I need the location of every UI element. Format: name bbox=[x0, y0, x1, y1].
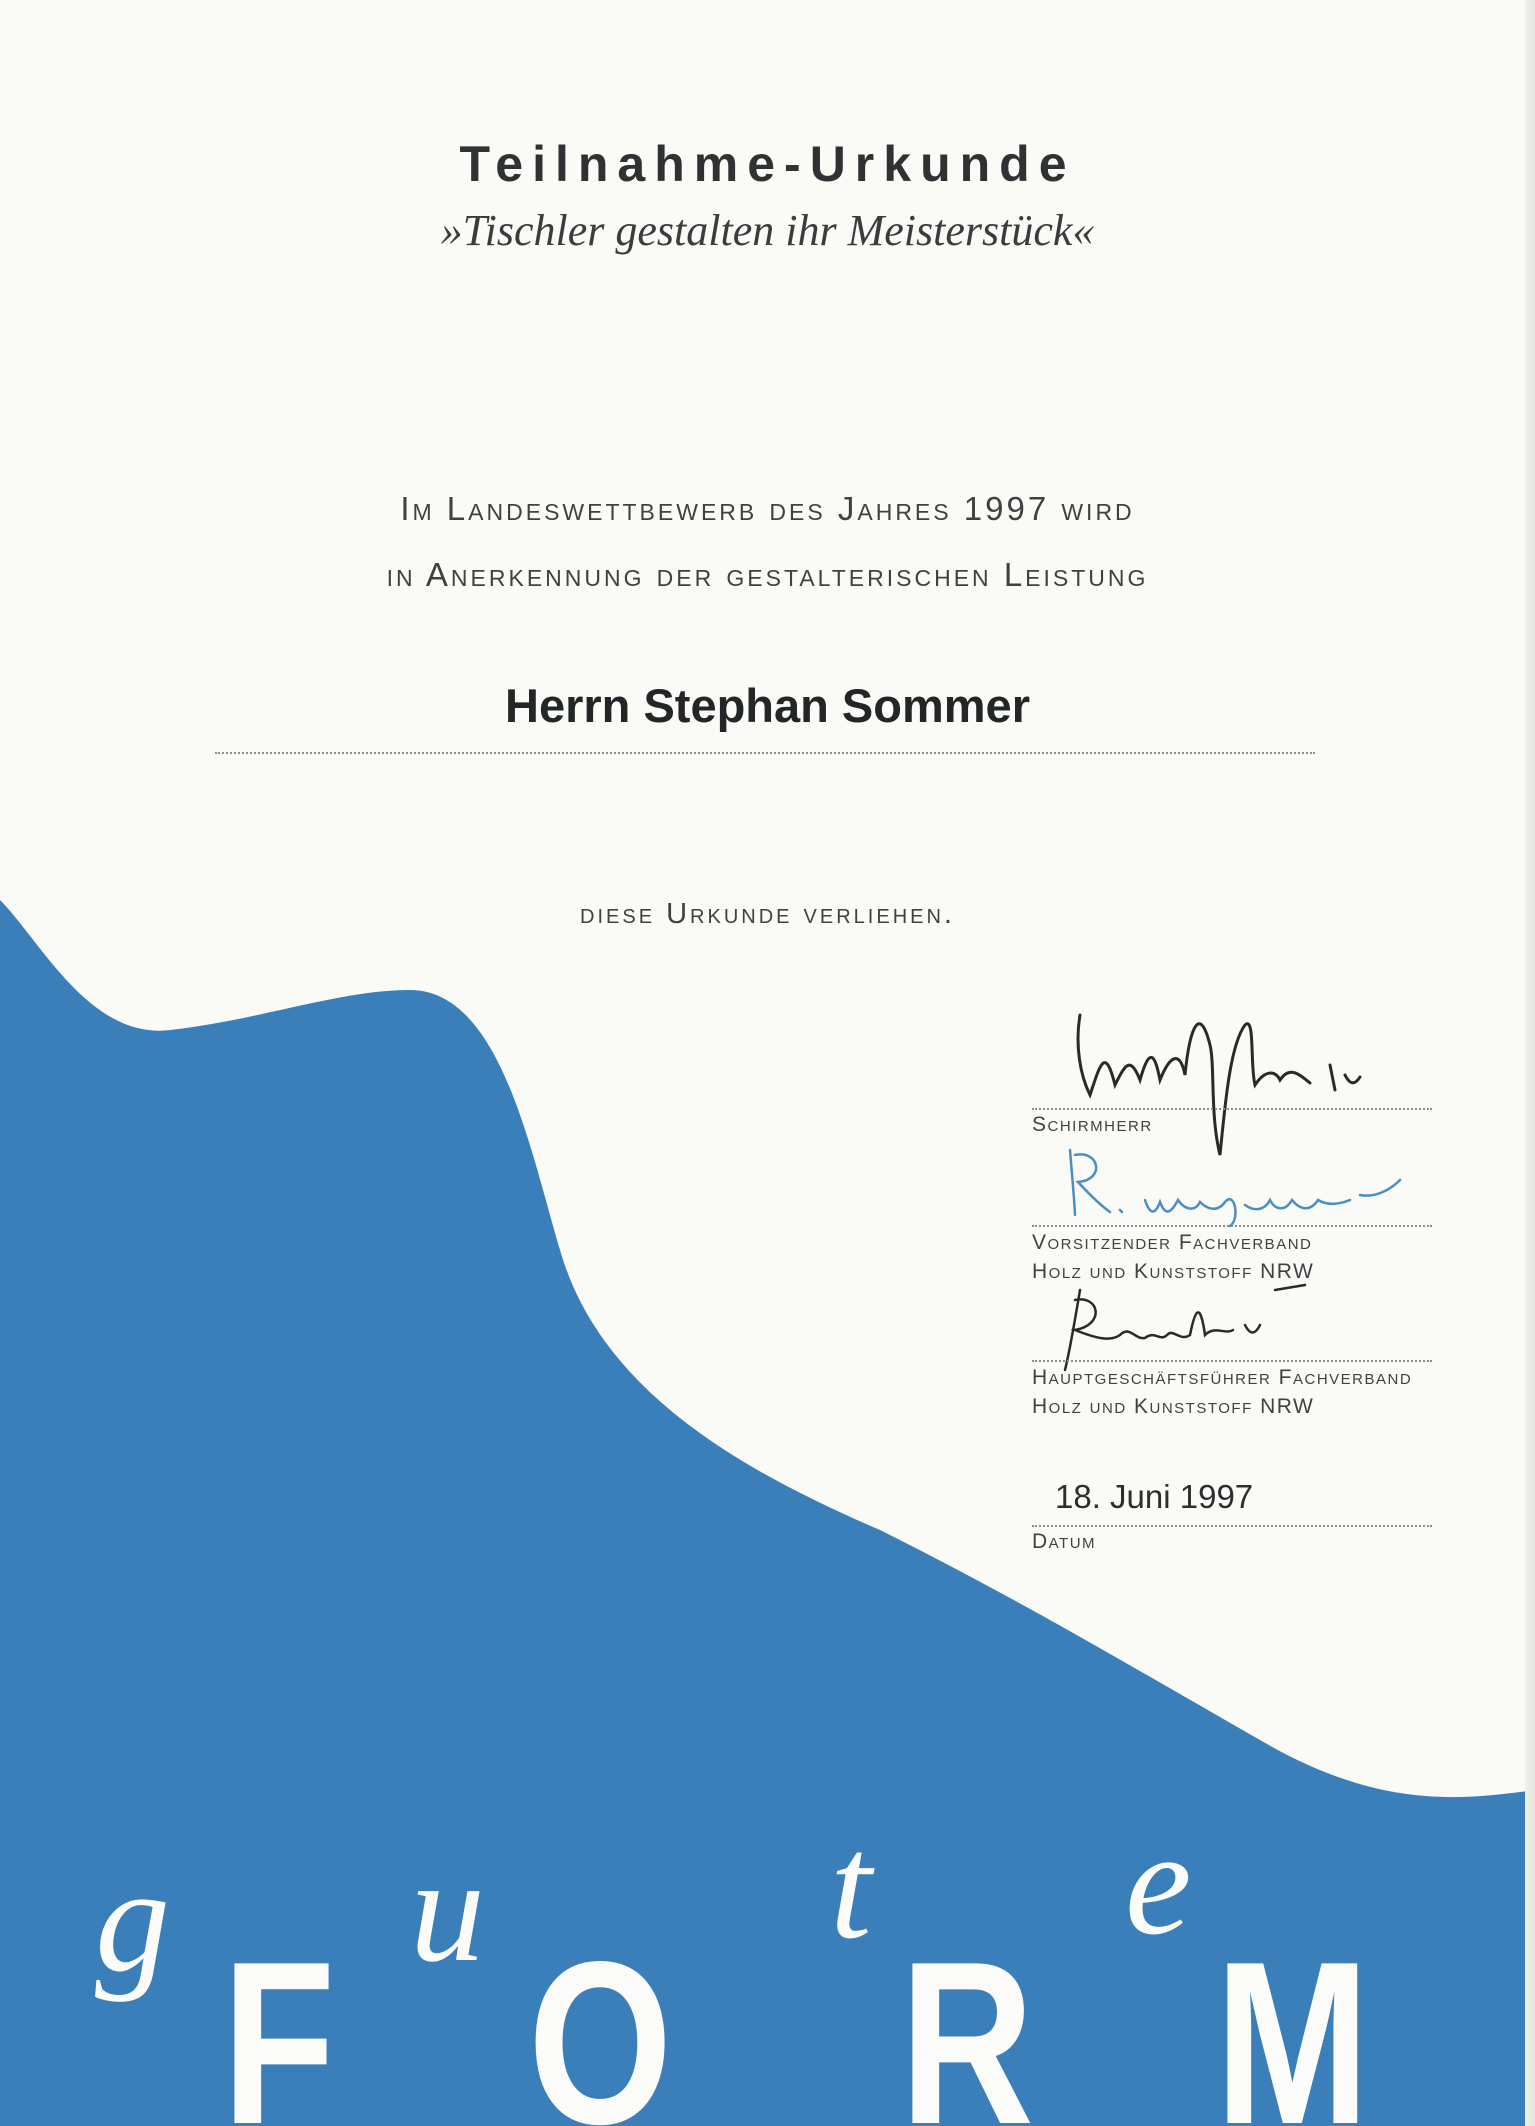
signature-2 bbox=[1060, 1140, 1440, 1230]
signature-3-role-line2: Holz und Kunststoff NRW bbox=[1032, 1395, 1315, 1418]
date-label: Datum bbox=[1032, 1530, 1097, 1553]
certificate-subtitle: »Tischler gestalten ihr Meisterstück« bbox=[440, 206, 1095, 255]
closing-line: diese Urkunde verliehen. bbox=[580, 898, 955, 930]
logo-letter-R: R bbox=[900, 1914, 1035, 2126]
signature-1-role: Schirmherr bbox=[1032, 1113, 1153, 1136]
logo-letter-F: F bbox=[222, 1914, 336, 2126]
certificate-title: Teilnahme-Urkunde bbox=[459, 136, 1076, 192]
date-value: 18. Juni 1997 bbox=[1055, 1478, 1254, 1515]
signature-3-role-line1: Hauptgeschäftsführer Fachverband bbox=[1032, 1366, 1413, 1389]
paper-edge-shadow bbox=[1525, 0, 1535, 2126]
logo-letter-O: O bbox=[528, 1914, 673, 2126]
signature-2-line bbox=[1032, 1225, 1432, 1227]
logo-letter-e: e bbox=[1125, 1800, 1192, 1966]
logo-letter-t: t bbox=[830, 1804, 872, 1970]
recipient-dotted-line bbox=[215, 752, 1315, 754]
intro-line-2: in Anerkennung der gestalterischen Leistung bbox=[386, 556, 1149, 593]
recipient-name: Herrn Stephan Sommer bbox=[505, 679, 1030, 732]
logo-letter-M: M bbox=[1215, 1914, 1370, 2126]
signature-2-role-line2: Holz und Kunststoff NRW bbox=[1032, 1260, 1315, 1283]
signature-2-role-line1: Vorsitzender Fachverband bbox=[1032, 1231, 1313, 1254]
logo-letter-g: g bbox=[95, 1837, 170, 2003]
intro-line-1: Im Landeswettbewerb des Jahres 1997 wird bbox=[400, 490, 1135, 527]
logo-letter-u: u bbox=[410, 1827, 485, 1993]
signature-3-line bbox=[1032, 1360, 1432, 1362]
